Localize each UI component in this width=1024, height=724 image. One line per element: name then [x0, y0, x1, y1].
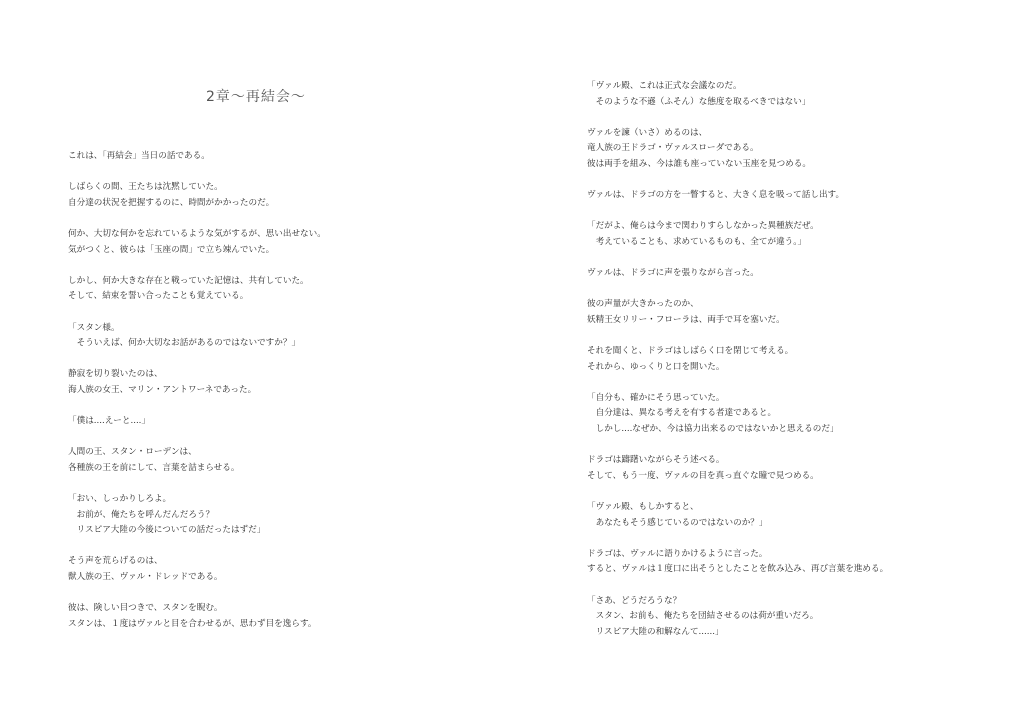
text-line: お前が、俺たちを呼んだんだろう？ — [68, 509, 215, 520]
text-line: 自分達の状況を把握するのに、時間がかかったのだ。 — [68, 197, 275, 208]
text-line: 「さあ、どうだろうな？ — [587, 595, 682, 606]
text-line: リスピア大陸の和解なんて......」 — [587, 626, 724, 637]
text-line: 各種族の王を前にして、言葉を詰まらせる。 — [68, 462, 240, 473]
text-line: 気がつくと、彼らは「玉座の間」で立ち竦んでいた。 — [68, 244, 275, 255]
text-line: ヴァルは、ドラゴの方を一瞥すると、大きく息を吸って話し出す。 — [587, 190, 845, 201]
text-line: 静寂を切り裂いたのは、 — [68, 369, 163, 380]
paragraph — [68, 321, 326, 352]
paragraph — [68, 367, 326, 398]
paragraph — [587, 547, 888, 578]
text-line: 「だがよ、俺らは今まで関わりすらしなかった異種族だぜ。 — [587, 221, 819, 232]
text-line: 自分達は、異なる考えを有する者達であると。 — [587, 408, 777, 419]
paragraph — [587, 594, 888, 641]
paragraph — [587, 266, 888, 282]
paragraph — [587, 219, 888, 250]
text-line: 彼は両手を組み、今は誰も座っていない玉座を見つめる。 — [587, 158, 811, 169]
paragraph — [68, 274, 326, 305]
text-line: リスピア大陸の今後についての話だったはずだ」 — [68, 525, 266, 536]
paragraph — [587, 126, 888, 173]
text-line: 何か、大切な何かを忘れているような気がするが、思い出せない。 — [68, 228, 326, 239]
text-line: スタン、お前も、俺たちを団結させるのは荷が重いだろ。 — [587, 611, 819, 622]
text-line: そう声を荒らげるのは、 — [68, 556, 163, 567]
text-line: しばらくの間、王たちは沈黙していた。 — [68, 182, 223, 193]
text-line: それから、ゆっくりと口を開いた。 — [587, 361, 725, 372]
paragraph — [68, 180, 326, 211]
chapter-title: 2章〜再結会〜 — [206, 89, 306, 105]
text-line: ドラゴは、ヴァルに語りかけるように言った。 — [587, 548, 768, 559]
text-line: 竜人族の王ドラゴ・ヴァルスローダである。 — [587, 143, 759, 154]
paragraph — [587, 453, 888, 484]
paragraph — [587, 500, 888, 531]
text-line: 人間の王、スタン・ローデンは、 — [68, 447, 197, 458]
text-line: すると、ヴァルは１度口に出そうとしたことを飲み込み、再び言葉を進める。 — [587, 564, 889, 575]
text-line: 「おい、しっかりしろよ。 — [68, 494, 172, 505]
text-line: そういえば、何か大切なお話があるのではないですか？」 — [68, 338, 301, 349]
text-line: 妖精王女リリー・フローラは、両手で耳を塞いだ。 — [587, 314, 785, 325]
paragraph — [587, 391, 888, 438]
text-line: 獣人族の王、ヴァル・ドレッドである。 — [68, 572, 223, 583]
text-line: 考えていることも、求めているものも、全てが違う。」 — [587, 236, 807, 247]
paragraph — [68, 227, 326, 258]
text-line: 「ヴァル殿、もしかすると、 — [587, 502, 699, 513]
text-line: スタンは、１度はヴァルと目を合わせるが、思わず目を逸らす。 — [68, 618, 317, 629]
paragraph — [68, 414, 326, 430]
text-line: あなたもそう感じているのではないのか？」 — [587, 517, 768, 528]
paragraph — [587, 344, 888, 375]
paragraph — [68, 445, 326, 476]
text-line: ヴァルは、ドラゴに声を張りながら言った。 — [587, 268, 759, 279]
text-line: しかし....なぜか、今は協力出来るのではないかと思えるのだ」 — [587, 424, 839, 435]
paragraph — [68, 149, 326, 165]
text-line: 彼は、険しい目つきで、スタンを睨む。 — [68, 603, 223, 614]
paragraph — [68, 492, 326, 539]
text-line: これは、「再結会」当日の話である。 — [68, 151, 210, 161]
text-line: ドラゴは躊躇いながらそう述べる。 — [587, 455, 725, 466]
left-text-column — [68, 149, 326, 648]
paragraph — [587, 297, 888, 328]
text-line: 「ヴァル殿、これは正式な会議なのだ。 — [587, 81, 742, 91]
paragraph — [68, 601, 326, 632]
paragraph — [68, 554, 326, 585]
text-line: ヴァルを諫（いさ）めるのは、 — [587, 127, 708, 138]
text-line: そして、もう一度、ヴァルの目を真っ直ぐな瞳で見つめる。 — [587, 470, 819, 481]
text-line: 「自分も、確かにそう思っていた。 — [587, 392, 725, 403]
text-line: しかし、何か大きな存在と戦っていた記憶は、共有していた。 — [68, 275, 309, 286]
paragraph — [587, 188, 888, 204]
text-line: そのような不遜（ふそん）な態度を取るべきではない」 — [587, 96, 811, 107]
text-line: 「スタン様。 — [68, 322, 120, 333]
right-text-column — [587, 79, 888, 656]
text-line: 海人族の女王、マリン・アントワーネであった。 — [68, 384, 257, 395]
text-line: それを聞くと、ドラゴはしばらく口を閉じて考える。 — [587, 346, 794, 357]
text-line: 彼の声量が大きかったのか、 — [587, 299, 699, 310]
text-line: そして、結束を誓い合ったことも覚えている。 — [68, 291, 249, 302]
text-line: 「僕は....えーと....」 — [68, 416, 151, 427]
paragraph — [587, 79, 888, 110]
